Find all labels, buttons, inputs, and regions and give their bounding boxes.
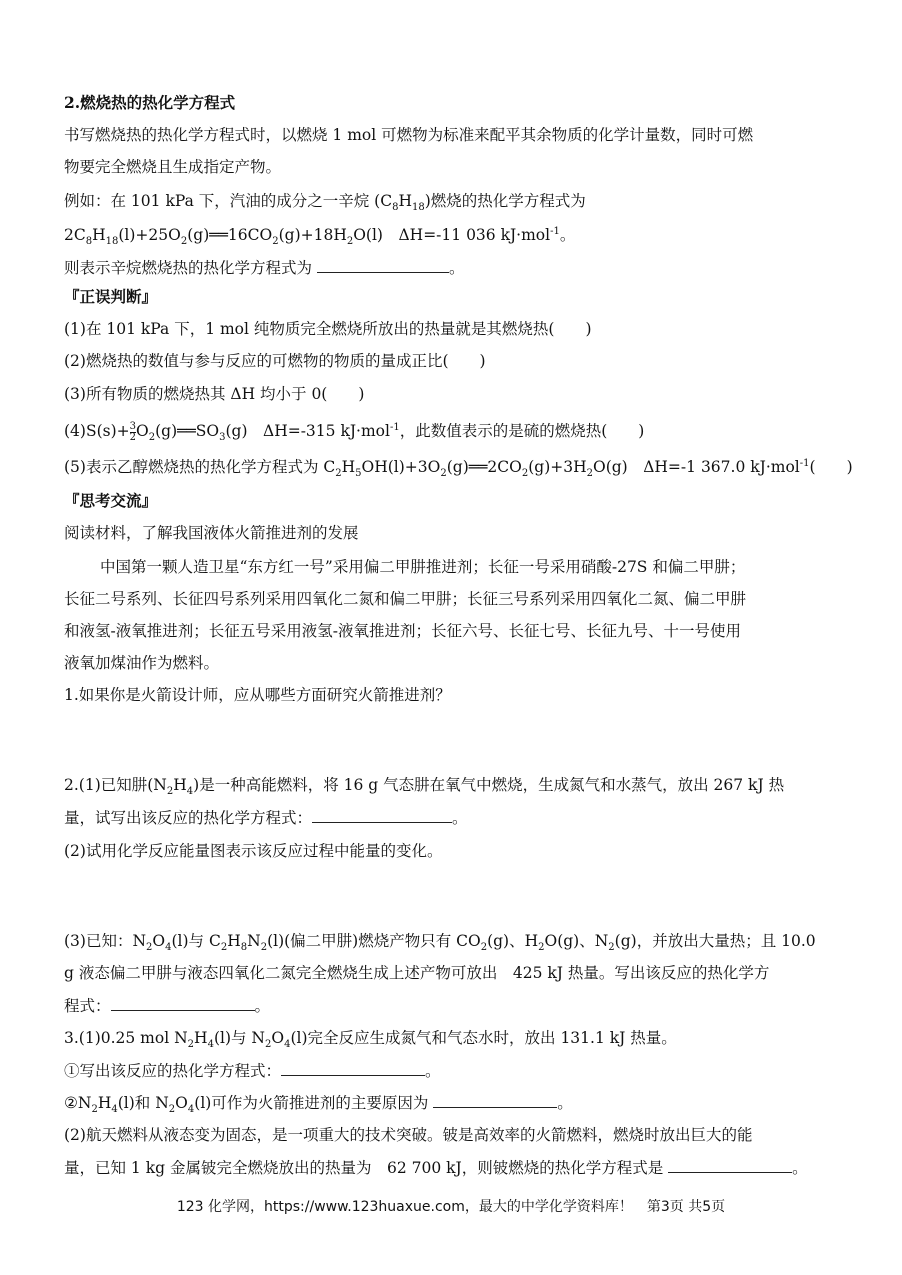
judge-title: 『正误判断』 — [64, 287, 158, 306]
example-line: 例如：在 101 kPa 下，汽油的成分之一辛烷 $(C_8H_{18})$燃烧的热化学方程式为 — [64, 192, 586, 214]
material-line: 长征二号系列、长征四号系列采用四氧化二氮和偏二甲肼；长征三号系列采用四氧化二氮、偏二甲肼 — [64, 590, 747, 608]
paragraph-line: 书写燃烧热的热化学方程式时，以燃烧 1 mol 可燃物为标准来配平其余物质的化学计量数，同时可燃 — [64, 126, 754, 144]
think-intro: 阅读材料，了解我国液体火箭推进剂的发展 — [64, 524, 359, 542]
question-2-1: 2.(1)已知肼$(N_2H_4)$是一种高能燃料，将 16 g 气态肼在氧气中燃烧，生成氮气和水蒸气，放出 267 kJ 热 — [64, 776, 785, 798]
question-3-2: (2)航天燃料从液态变为固态，是一项重大的技术突破。铍是高效率的火箭燃料，燃烧时放出巨大的能 — [64, 1126, 753, 1144]
question-3-1-a: ①写出该反应的热化学方程式： 。 — [64, 1059, 441, 1082]
material-line: 和液氢-液氧推进剂；长征五号采用液氢-液氧推进剂；长征六号、长征七号、长征九号、十一号使用 — [64, 622, 741, 640]
equation-line: $2C_8H_{18}(l)+25O_2(g)══16CO_2(g)+18H_2O(l)$ ΔH=-11 036 kJ·mol$^{-1}$。 — [64, 225, 576, 248]
answer-blank[interactable] — [111, 994, 255, 1011]
answer-blank[interactable] — [433, 1091, 557, 1108]
material-line: 液氧加煤油作为燃料。 — [64, 654, 220, 672]
fraction: $\frac{3}{2}$ — [129, 420, 136, 443]
judge-item-2: (2)燃烧热的数值与参与反应的可燃物的物质的量成正比( ) — [64, 352, 486, 370]
section-heading: 2.燃烧热的热化学方程式 — [64, 93, 236, 112]
material-line: 中国第一颗人造卫星“东方红一号”采用偏二甲肼推进剂；长征一号采用硝酸-27S 和偏二甲肼； — [100, 558, 746, 576]
page-footer: 123 化学网，https://www.123huaxue.com，最大的中学化学资料库！ 第3页 共5页 — [176, 1199, 726, 1215]
judge-item-1: (1)在 101 kPa 下，1 mol 纯物质完全燃烧所放出的热量就是其燃烧热( ) — [64, 320, 592, 338]
question-2-2: (2)试用化学反应能量图表示该反应过程中能量的变化。 — [64, 842, 443, 860]
judge-item-5: (5)表示乙醇燃烧热的热化学方程式为 $C_2H_5OH(l)+3O_2(g)══2CO_2(g)+3H_2O(g)$ ΔH=-1 367.0 kJ·mol$^{-1}$( ) — [64, 457, 853, 480]
question-line: 则表示辛烷燃烧热的热化学方程式为 。 — [64, 256, 464, 279]
judge-item-4: (4)S(s)+ $\frac{3}{2}$ $O_2(g)══SO_3(g)$ ΔH=-315 kJ·mol$^{-1}$，此数值表示的是硫的燃烧热( ) — [64, 420, 645, 444]
question-3-1: 3.(1)0.25 mol $N_2H_4(l)$与 $N_2O_4(l)$完全反应生成氮气和气态水时，放出 131.1 kJ 热量。 — [64, 1029, 677, 1051]
question-2-3-cont: 程式： 。 — [64, 994, 270, 1017]
paragraph-line: 物要完全燃烧且生成指定产物。 — [64, 158, 282, 176]
answer-blank[interactable] — [668, 1156, 792, 1173]
answer-blank[interactable] — [312, 806, 452, 823]
question-3-1-b: $②N_2H_4(l)$和 $N_2O_4(l)$可作为火箭推进剂的主要原因为 。 — [64, 1091, 573, 1114]
question-2-3-cont: g 液态偏二甲肼与液态四氧化二氮完全燃烧生成上述产物可放出 425 kJ 热量。写出该反应的热化学方 — [64, 964, 770, 982]
answer-blank[interactable] — [317, 256, 449, 273]
answer-blank[interactable] — [281, 1059, 425, 1076]
question-2-3: (3)已知：$N_2O_4(l)$与 $C_2H_8N_2(l)$(偏二甲肼)燃烧产物只有 $CO_2(g)$、$H_2O(g)$、$N_2(g)$，并放出大量热；且 10.0 — [64, 932, 816, 954]
think-title: 『思考交流』 — [64, 491, 158, 510]
judge-item-3: (3)所有物质的燃烧热其 ΔH 均小于 0( ) — [64, 385, 365, 403]
question-3-2-cont: 量，已知 1 kg 金属铍完全燃烧放出的热量为 62 700 kJ，则铍燃烧的热化学方程式是 。 — [64, 1156, 808, 1179]
question-1: 1.如果你是火箭设计师，应从哪些方面研究火箭推进剂？ — [64, 686, 451, 704]
question-2-1-cont: 量，试写出该反应的热化学方程式： 。 — [64, 806, 468, 829]
